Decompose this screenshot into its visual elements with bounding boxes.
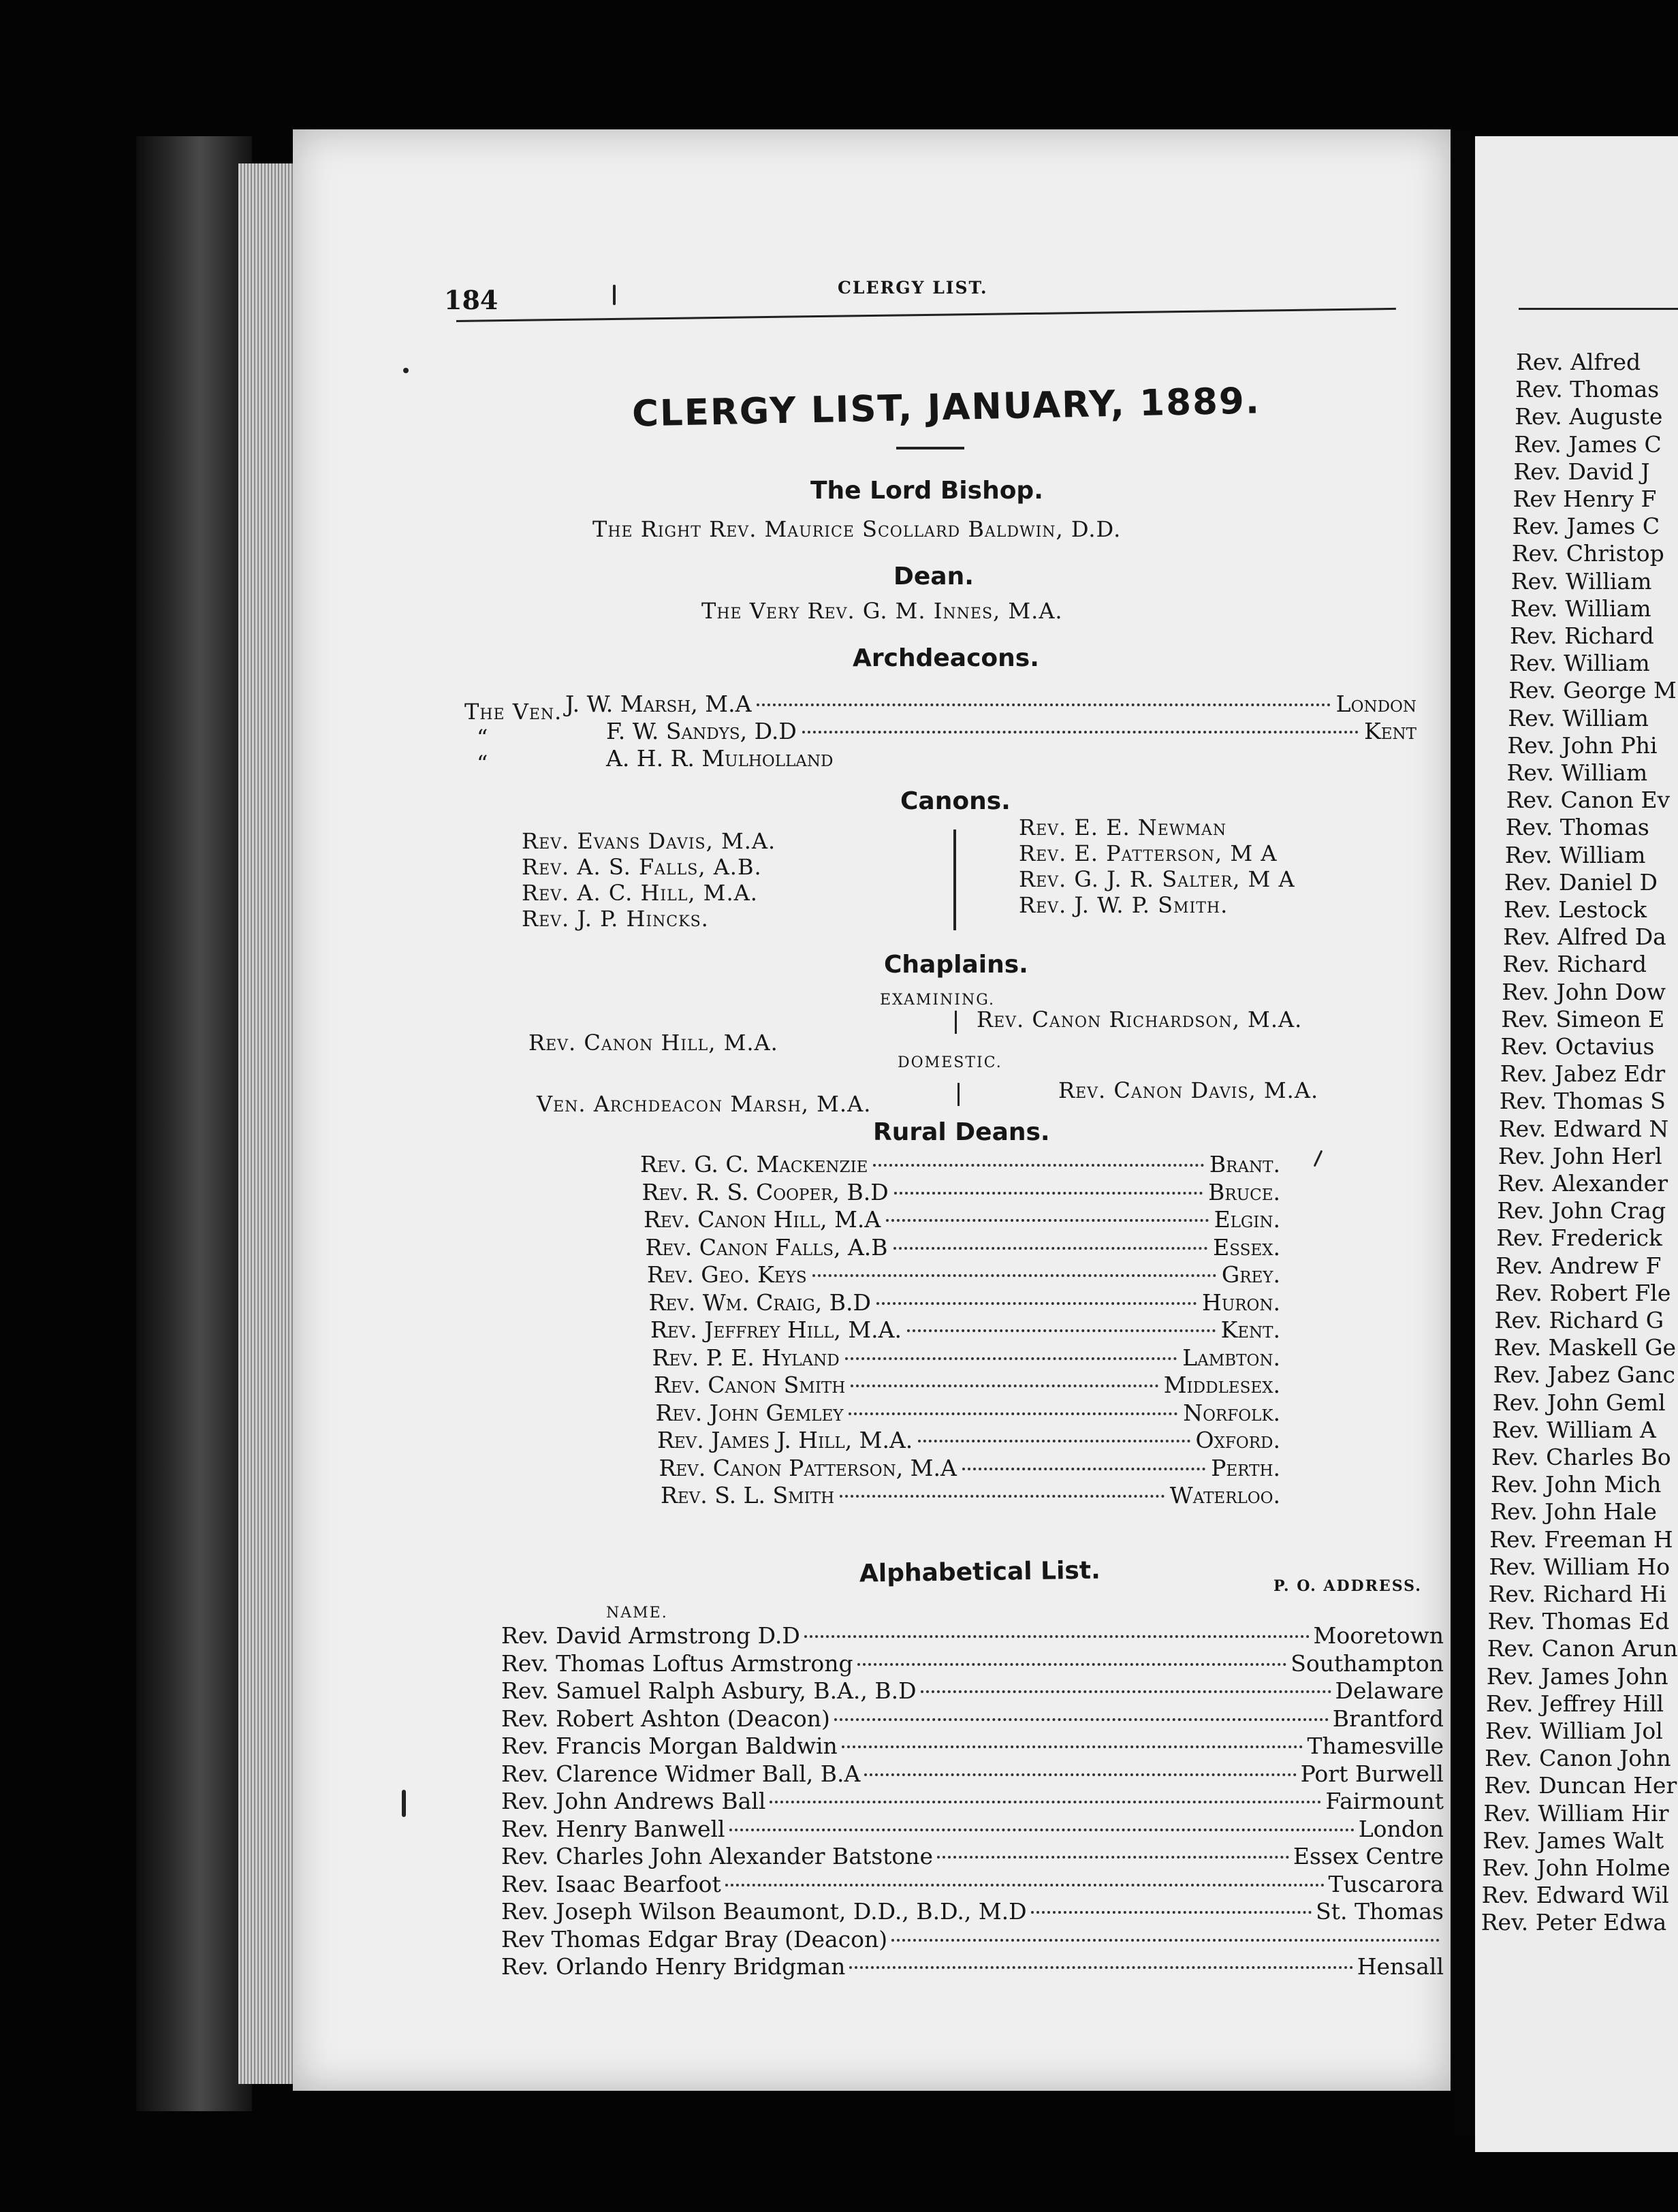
right-page-entry: Rev. Robert Fle	[1495, 1279, 1671, 1306]
right-page-entry: Rev. Richard	[1510, 622, 1654, 649]
dot-leader	[873, 1164, 1203, 1167]
archdeacon-row	[606, 718, 1416, 744]
title-rule	[896, 447, 964, 449]
archdeacon-place: Kent	[1364, 718, 1416, 744]
right-page-entry: Rev. John Hale	[1490, 1498, 1657, 1526]
book-binding	[136, 136, 252, 2111]
right-page-entry: Rev. John Geml	[1492, 1389, 1666, 1416]
rural-dean-place: Bruce.	[1208, 1178, 1280, 1205]
dot-leader	[891, 1939, 1440, 1942]
archdeacon-name: A. H. R. Mulholland	[606, 745, 834, 772]
archdeacon-row	[565, 691, 1416, 717]
rural-dean-row	[644, 1206, 1280, 1233]
right-page-entry: Rev. John Holme	[1482, 1854, 1671, 1881]
rural-deans-heading: Rural Deans.	[873, 1118, 1050, 1146]
canon-entry: Rev. E. Patterson, M A	[1019, 840, 1278, 866]
column-divider	[953, 830, 956, 930]
clergy-address: Hensall	[1357, 1953, 1444, 1980]
dot-leader	[729, 1829, 1355, 1831]
dot-leader	[845, 1357, 1177, 1360]
clergy-address: Essex Centre	[1293, 1843, 1444, 1869]
domestic-label: DOMESTIC.	[898, 1054, 1002, 1071]
dot-leader	[840, 1495, 1165, 1498]
right-page-entry: Rev. John Mich	[1491, 1471, 1662, 1498]
alphabetical-row	[501, 1760, 1444, 1787]
dot-leader	[812, 1274, 1216, 1277]
right-page-entry: Rev. David J	[1513, 458, 1650, 485]
rural-dean-row	[657, 1427, 1280, 1453]
alphabetical-row	[501, 1677, 1444, 1704]
clergy-name: Rev. Joseph Wilson Beaumont, D.D., B.D., M.D	[501, 1898, 1027, 1925]
alphabetical-row	[501, 1622, 1444, 1649]
canon-entry: Rev. G. J. R. Salter, M A	[1019, 866, 1295, 892]
clergy-name: Rev. Orlando Henry Bridgman	[501, 1953, 846, 1980]
clergy-name: Rev. John Andrews Ball	[501, 1788, 766, 1814]
right-page-entry: Rev Henry F	[1513, 486, 1657, 512]
right-page-entry: Rev. Richard Hi	[1488, 1581, 1667, 1607]
clergy-name: Rev. Francis Morgan Baldwin	[501, 1733, 838, 1759]
right-page-entry: Rev. Thomas Ed	[1487, 1608, 1670, 1635]
alphabetical-row	[501, 1953, 1444, 1980]
clergy-address: Delaware	[1335, 1677, 1444, 1704]
clergy-name: Rev Thomas Edgar Bray (Deacon)	[501, 1925, 888, 1953]
speck	[403, 368, 409, 373]
right-page-entry: Rev. Thomas	[1505, 814, 1649, 841]
dot-leader	[918, 1440, 1190, 1442]
rural-dean-name: Rev. Canon Patterson, M.A	[659, 1454, 957, 1481]
rural-dean-name: Rev. R. S. Cooper, B.D	[642, 1178, 889, 1205]
dot-leader	[907, 1329, 1216, 1332]
alphabetical-row	[501, 1843, 1444, 1869]
dot-leader	[725, 1884, 1325, 1886]
right-page-entry: Rev. Charles Bo	[1491, 1444, 1671, 1470]
canon-entry: Rev. E. E. Newman	[1019, 815, 1227, 840]
dot-leader	[962, 1468, 1205, 1470]
right-page-entry: Rev. Alfred Da	[1503, 923, 1666, 951]
rural-dean-name: Rev. Canon Hill, M.A	[644, 1206, 881, 1233]
rural-dean-name: Rev. Canon Smith	[654, 1372, 846, 1398]
clergy-name: Rev. David Armstrong D.D	[501, 1622, 800, 1649]
page-number: 184	[444, 285, 498, 315]
right-page-entry: Rev. Edward Wil	[1481, 1882, 1669, 1909]
rural-dean-name: Rev. S. L. Smith	[661, 1482, 835, 1508]
rural-dean-row	[654, 1372, 1280, 1398]
clergy-address: Fairmount	[1325, 1788, 1444, 1814]
rural-dean-place: Norfolk.	[1183, 1399, 1280, 1426]
alphabetical-row	[501, 1926, 1444, 1953]
clergy-address: St. Thomas	[1316, 1898, 1444, 1925]
clergy-name: Rev. Charles John Alexander Batstone	[501, 1843, 934, 1869]
rural-dean-row	[649, 1289, 1281, 1316]
archdeacon-name: J. W. Marsh, M.A	[565, 691, 752, 717]
rural-dean-place: Oxford.	[1195, 1427, 1280, 1453]
rural-dean-name: Rev. James J. Hill, M.A.	[657, 1427, 913, 1453]
right-page-entry: Rev. James John	[1486, 1662, 1668, 1690]
right-page-entry: Rev. Canon Arun	[1487, 1635, 1678, 1662]
right-page-entry: Rev. Jabez Edr	[1500, 1060, 1666, 1088]
rural-dean-place: Huron.	[1202, 1289, 1280, 1316]
right-page-header-rule	[1519, 308, 1678, 310]
rural-dean-place: Waterloo.	[1169, 1482, 1280, 1508]
right-page-entry: Rev. James C	[1514, 430, 1662, 458]
rural-dean-place: Lambton.	[1182, 1344, 1280, 1371]
ditto-mark: “	[477, 750, 489, 776]
page-gutter	[1451, 129, 1475, 2138]
clergy-name: Rev. Samuel Ralph Asbury, B.A., B.D	[501, 1677, 917, 1704]
canon-entry: Rev. A. C. Hill, M.A.	[522, 880, 758, 906]
right-page-entry: Rev. Christop	[1511, 540, 1664, 567]
right-page-entry: Rev. Richard G	[1494, 1307, 1664, 1333]
right-page-entry: Rev. Thomas	[1515, 376, 1660, 403]
rural-dean-name: Rev. Geo. Keys	[647, 1261, 807, 1288]
dot-leader	[1031, 1911, 1312, 1914]
bishop-name: The Right Rev. Maurice Scollard Baldwin, D.D.	[592, 516, 1122, 542]
alphabetical-row	[501, 1871, 1444, 1897]
clergy-name: Rev. Clarence Widmer Ball, B.A	[501, 1760, 861, 1787]
page-title: CLERGY LIST, JANUARY, 1889.	[631, 380, 1261, 435]
page-edges	[238, 163, 300, 2084]
right-page-entry: Rev. Jabez Ganc	[1493, 1361, 1675, 1389]
right-page-entry: Rev. George M	[1508, 677, 1677, 704]
right-page-entry: Rev. James Walt	[1483, 1827, 1664, 1854]
bishop-heading: The Lord Bishop.	[810, 477, 1043, 505]
archdeacon-name: F. W. Sandys, D.D	[606, 718, 797, 744]
right-page-entry: Rev. Thomas S	[1499, 1088, 1666, 1115]
dot-leader	[894, 1192, 1203, 1195]
right-page-entry: Rev. Richard	[1502, 951, 1647, 978]
rural-dean-row	[647, 1261, 1280, 1288]
column-header-address: P. O. ADDRESS.	[1273, 1577, 1422, 1595]
right-page-entry: Rev. William Ho	[1489, 1553, 1671, 1580]
clergy-address: Tuscarora	[1328, 1870, 1444, 1897]
chaplain-entry: Ven. Archdeacon Marsh, M.A.	[537, 1091, 872, 1117]
dot-leader	[770, 1801, 1321, 1803]
running-title: CLERGY LIST.	[838, 278, 988, 298]
canons-right-column	[1019, 815, 1295, 918]
rural-dean-name: Rev. Wm. Craig, B.D	[648, 1289, 871, 1316]
dot-leader	[857, 1663, 1287, 1666]
chaplain-entry: Rev. Canon Richardson, M.A.	[977, 1007, 1303, 1032]
clergy-address: Thamesville	[1307, 1733, 1444, 1759]
canon-entry: Rev. J. P. Hincks.	[522, 906, 709, 932]
dot-leader	[876, 1302, 1197, 1305]
right-page-entry: Rev. William	[1508, 704, 1649, 731]
dot-leader	[851, 1385, 1158, 1387]
canon-entry: Rev. J. W. P. Smith.	[1019, 892, 1229, 918]
clergy-address: Mooretown	[1313, 1622, 1444, 1649]
alphabetical-row	[501, 1816, 1444, 1842]
column-divider	[957, 1083, 960, 1106]
rural-dean-row	[642, 1179, 1281, 1205]
ditto-mark: “	[477, 725, 489, 750]
clergy-name: Rev. Thomas Loftus Armstrong	[501, 1649, 853, 1677]
right-page-entry: Rev. Jeffrey Hill	[1485, 1690, 1664, 1717]
right-page-entry: Rev. Maskell Ge	[1493, 1334, 1677, 1361]
clergy-name: Rev. Robert Ashton (Deacon)	[501, 1705, 830, 1732]
right-page-entry: Rev. William Jol	[1485, 1718, 1663, 1744]
right-page-entry: Rev. Peter Edwa	[1481, 1909, 1667, 1936]
right-page-entry: Rev. Duncan Her	[1484, 1772, 1677, 1799]
dean-heading: Dean.	[893, 563, 974, 590]
alphabetical-row	[501, 1733, 1444, 1759]
column-divider	[955, 1011, 957, 1034]
alphabetical-heading: Alphabetical List.	[859, 1556, 1101, 1588]
right-page-entry: Rev. William	[1510, 567, 1652, 595]
clergy-address: Brantford	[1332, 1705, 1444, 1732]
dot-leader	[864, 1773, 1296, 1776]
archdeacon-row	[606, 745, 1416, 772]
rural-dean-place: Middlesex.	[1163, 1372, 1280, 1398]
right-page-entry: Rev. Alexander	[1498, 1170, 1668, 1197]
dot-leader	[937, 1856, 1289, 1859]
examining-label: EXAMINING.	[880, 992, 996, 1009]
dot-leader	[921, 1690, 1331, 1693]
rural-dean-row	[650, 1316, 1280, 1343]
rural-dean-place: Elgin.	[1214, 1206, 1280, 1233]
rural-dean-place: Kent.	[1220, 1316, 1280, 1343]
right-page-entry: Rev. Canon John	[1485, 1745, 1671, 1772]
chaplains-heading: Chaplains.	[884, 951, 1028, 979]
clergy-address: Port Burwell	[1300, 1760, 1444, 1787]
right-page-entry: Rev. Lestock	[1504, 896, 1647, 923]
clergy-name: Rev. Isaac Bearfoot	[501, 1870, 721, 1897]
clergy-address: London	[1358, 1815, 1444, 1842]
canon-entry: Rev. A. S. Falls, A.B.	[522, 854, 762, 880]
rural-dean-row	[659, 1455, 1281, 1481]
right-page-entry: Rev. Simeon E	[1501, 1005, 1665, 1032]
rural-dean-name: Rev. John Gemley	[655, 1399, 844, 1426]
right-page-entry: Rev. William	[1504, 841, 1646, 868]
dot-leader	[804, 1635, 1310, 1638]
rural-dean-row	[640, 1151, 1280, 1178]
dot-leader	[842, 1745, 1303, 1748]
right-page-entry: Rev. John Herl	[1498, 1142, 1662, 1169]
right-page-entry: Rev. William A	[1491, 1416, 1656, 1443]
chaplain-entry: Rev. Canon Davis, M.A.	[1058, 1077, 1319, 1103]
canons-left-column	[522, 828, 776, 932]
right-page-entry: Rev. Edward N	[1498, 1115, 1669, 1142]
alphabetical-row	[501, 1650, 1444, 1677]
right-page-entry: Rev. John Crag	[1497, 1197, 1666, 1224]
right-page-entry: Rev. Andrew F	[1495, 1252, 1662, 1279]
rural-dean-row	[661, 1482, 1280, 1508]
dot-leader	[834, 1718, 1329, 1721]
dot-leader	[886, 1219, 1208, 1222]
speck	[402, 1790, 406, 1817]
right-page-entry: Rev. William Hir	[1483, 1799, 1669, 1827]
clergy-address: Southampton	[1291, 1649, 1444, 1677]
speck	[613, 285, 616, 305]
dot-leader	[849, 1966, 1352, 1969]
right-page-entry: Rev. Alfred	[1516, 349, 1641, 375]
archdeacons-prefix: The Ven.	[464, 699, 563, 725]
archdeacons-heading: Archdeacons.	[853, 644, 1039, 672]
rural-dean-place: Perth.	[1211, 1454, 1280, 1481]
alphabetical-row	[501, 1898, 1444, 1925]
right-page-entry: Rev. William	[1510, 595, 1651, 622]
rural-dean-place: Brant.	[1209, 1151, 1280, 1178]
canons-heading: Canons.	[900, 787, 1011, 815]
rural-dean-row	[652, 1344, 1281, 1371]
column-header-name: NAME.	[606, 1605, 668, 1622]
rural-dean-place: Essex.	[1213, 1233, 1280, 1261]
right-page-entry: Rev. Frederick	[1496, 1224, 1662, 1252]
right-page-entry: Rev. Octavius	[1500, 1033, 1655, 1060]
alphabetical-row	[501, 1788, 1444, 1814]
right-page-entry: Rev. Canon Ev	[1506, 787, 1671, 814]
clergy-name: Rev. Henry Banwell	[501, 1815, 725, 1842]
dot-leader	[849, 1412, 1177, 1415]
rural-dean-name: Rev. Canon Falls, A.B	[645, 1233, 888, 1261]
rural-dean-row	[646, 1234, 1281, 1261]
dot-leader	[893, 1247, 1208, 1250]
alphabetical-row	[501, 1705, 1444, 1732]
right-page-entry: Rev. John Phi	[1507, 731, 1658, 759]
right-page-entry: Rev. Auguste	[1515, 403, 1663, 430]
right-page-entry: Rev. James C	[1512, 513, 1660, 540]
dean-name: The Very Rev. G. M. Innes, M.A.	[701, 598, 1063, 624]
right-page-entry: Rev. William	[1506, 759, 1648, 786]
right-page-entry: Rev. John Dow	[1502, 978, 1666, 1005]
right-page-entry: Rev. Freeman H	[1489, 1526, 1673, 1553]
right-page-entry: Rev. Daniel D	[1504, 868, 1658, 896]
canon-entry: Rev. Evans Davis, M.A.	[522, 828, 776, 854]
rural-dean-name: Rev. Jeffrey Hill, M.A.	[650, 1316, 902, 1343]
rural-dean-name: Rev. P. E. Hyland	[652, 1344, 840, 1371]
chaplain-entry: Rev. Canon Hill, M.A.	[528, 1030, 778, 1056]
archdeacon-place: London	[1335, 691, 1416, 717]
right-page-entry: Rev. William	[1509, 650, 1650, 677]
rural-dean-row	[656, 1400, 1281, 1426]
rural-dean-place: Grey.	[1221, 1261, 1280, 1288]
rural-dean-name: Rev. G. C. Mackenzie	[640, 1151, 868, 1178]
